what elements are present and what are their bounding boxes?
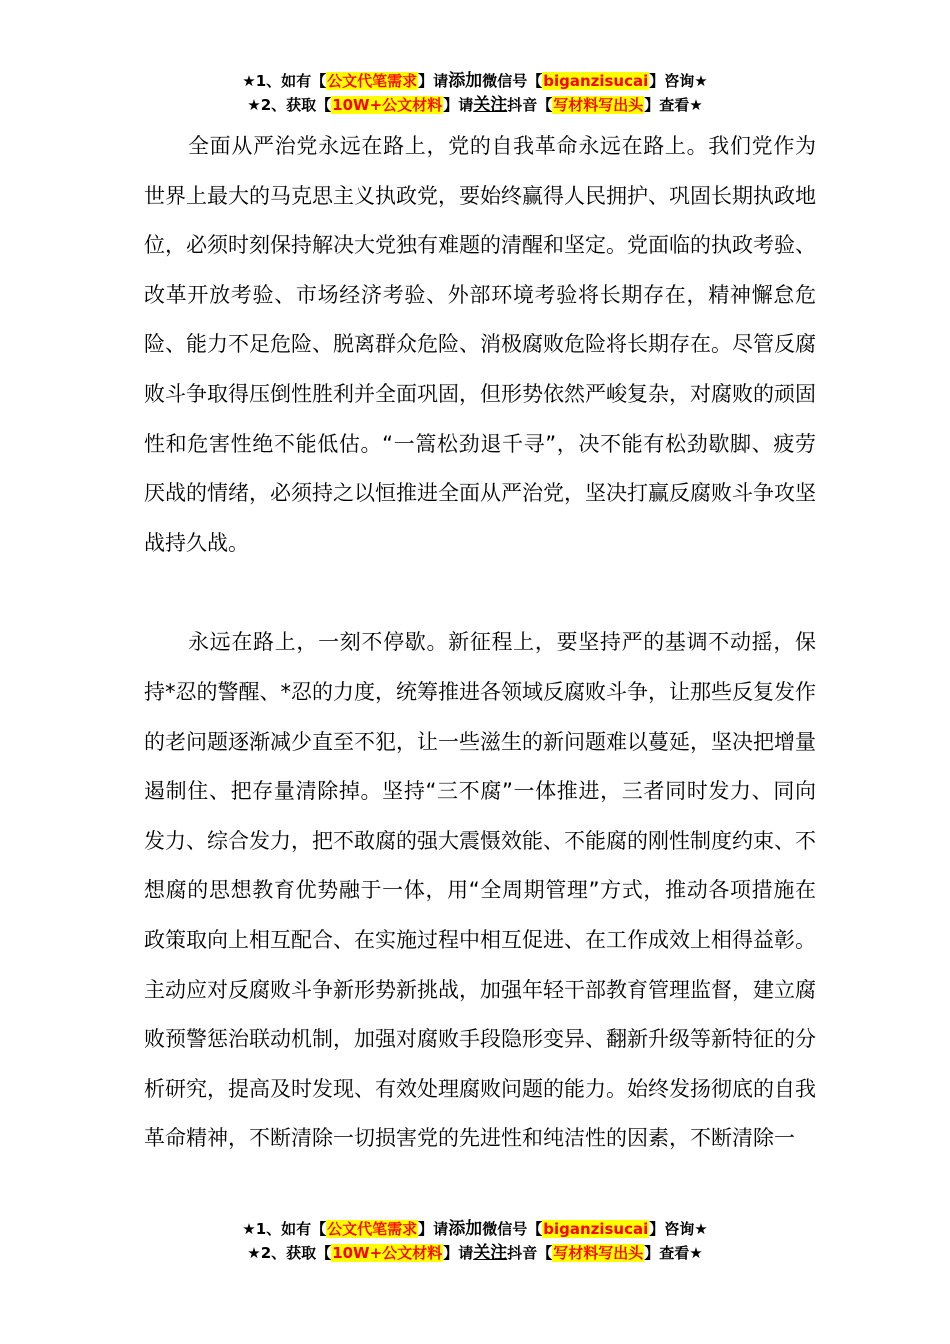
promo-text: ★2、获取【 <box>247 1244 332 1262</box>
promo-highlight: biganzisucai <box>543 72 649 90</box>
promo-text: 】请 <box>443 1244 474 1262</box>
promo-text: ★1、如有【 <box>242 1220 327 1238</box>
promo-banner-bottom <box>0 1218 950 1266</box>
promo-highlight: biganzisucai <box>543 1220 649 1238</box>
promo-highlight: 10W+公文材料 <box>332 96 443 114</box>
promo-line-1 <box>0 70 950 94</box>
promo-highlight: 写材料写出头 <box>553 1244 644 1262</box>
promo-line-2 <box>0 94 950 118</box>
promo-text: ★1、如有【 <box>242 72 327 90</box>
promo-text: ★2、获取【 <box>247 96 332 114</box>
promo-text: 】查看★ <box>644 1244 703 1262</box>
promo-text: 】请 <box>418 1220 449 1238</box>
paragraph-2: 永远在路上，一刻不停歇。新征程上，要坚持严的基调不动摇，保持*忍的警醒、*忍的力度，统筹推进各领域反腐败斗争，让那些反复发作的老问题逐渐减少直至不犯，让一些滋生的新问题难以蔓延，坚决把增量遏制住、把存量清除掉。坚持“三不腐”一体推进，三者同时发力、同向发力、综合发力，把不敢腐的强大震慑效能、不能腐的刚性制度约束、不想腐的思想教育优势融于一体，用“全周期管理”方式，推动各项措施在政策取向上相互配合、在实施过程中相互促进、在工作成效上相得益彰。主动应对反腐败斗争新形势新挑战，加强年轻干部教育管理监督，建立腐败预警惩治联动机制，加强对腐败手段隐形变异、翻新升级等新特征的分析研究，提高及时发现、有效处理腐败问题的能力。始终发扬彻底的自我革命精神，不断清除一切损害党的先进性和纯洁性的因素，不断清除一 <box>144 630 816 1151</box>
promo-emphasis: 添加 <box>448 71 483 91</box>
promo-text: 】咨询★ <box>649 72 708 90</box>
promo-line-1 <box>0 1218 950 1242</box>
promo-line-2 <box>0 1242 950 1266</box>
promo-highlight: 10W+公文材料 <box>332 1244 443 1262</box>
promo-banner-top <box>0 70 950 118</box>
promo-emphasis: 添加 <box>448 1219 483 1239</box>
promo-emphasis: 关注 <box>473 1243 508 1263</box>
promo-highlight: 公文代笔需求 <box>327 1220 418 1238</box>
promo-text: 抖音【 <box>507 1244 553 1262</box>
paragraph-1: 全面从严治党永远在路上，党的自我革命永远在路上。我们党作为世界上最大的马克思主义执政党，要始终赢得人民拥护、巩固长期执政地位，必须时刻保持解决大党独有难题的清醒和坚定。党面临的执政考验、改革开放考验、市场经济考验、外部环境考验将长期存在，精神懈怠危险、能力不足危险、脱离群众危险、消极腐败危险将长期存在。尽管反腐败斗争取得压倒性胜利并全面巩固，但形势依然严峻复杂，对腐败的顽固性和危害性绝不能低估。“一篙松劲退千寻”，决不能有松劲歇脚、疲劳厌战的情绪，必须持之以恒推进全面从严治党，坚决打赢反腐败斗争攻坚战持久战。 <box>144 134 816 555</box>
promo-emphasis: 关注 <box>473 95 508 115</box>
promo-text: 】查看★ <box>644 96 703 114</box>
promo-text: 】咨询★ <box>649 1220 708 1238</box>
promo-text: 】请 <box>418 72 449 90</box>
promo-text: 微信号【 <box>482 72 543 90</box>
promo-text: 】请 <box>443 96 474 114</box>
document-body <box>144 122 816 1164</box>
promo-text: 微信号【 <box>482 1220 543 1238</box>
promo-highlight: 公文代笔需求 <box>327 72 418 90</box>
promo-highlight: 写材料写出头 <box>553 96 644 114</box>
promo-text: 抖音【 <box>507 96 553 114</box>
